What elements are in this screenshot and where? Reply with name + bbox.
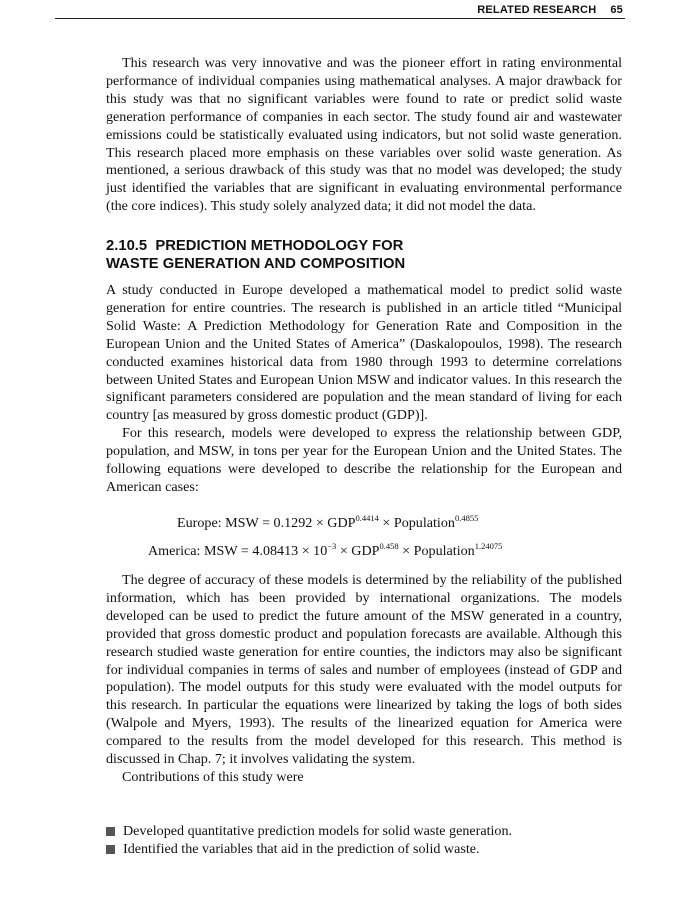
header-rule xyxy=(55,18,625,19)
equation-america-ten-exponent: −3 xyxy=(327,541,337,551)
section-paragraph-1: A study conducted in Europe developed a mathematical model to predict solid waste generation for entire countries. The research is published in an article titled “Municipal Solid Waste: A Prediction Methodology for Generation Rate and Composition in the European Union and the United States of America” (Daskalopoulos, 1998). The research conducted examines historical data from 1980 through 1993 to determine correlations between United States and European Union MSW and indicator values. In this research the significant parameters considered are population and the mean standard of living for each country [as measured by gross domestic product (GDP)]. xyxy=(106,282,622,424)
equation-europe-prefix: Europe: MSW = 0.1292 × GDP xyxy=(177,515,356,531)
equation-europe-gdp-exponent: 0.4414 xyxy=(355,513,379,523)
equation-america-prefix: America: MSW = 4.08413 × 10 xyxy=(148,543,328,559)
equation-america-gdp-exponent: 0.458 xyxy=(379,541,399,551)
list-item xyxy=(106,840,626,858)
running-header xyxy=(477,4,623,16)
section-heading-line1 xyxy=(106,237,405,255)
contributions-list xyxy=(106,822,626,858)
list-item xyxy=(106,822,626,840)
equation-america-population: × Population xyxy=(398,543,475,559)
equation-america-gdp: × GDP xyxy=(336,543,380,559)
square-bullet-icon xyxy=(106,845,115,854)
section-number: 2.10.5 xyxy=(106,238,148,254)
section-paragraph-3: The degree of accuracy of these models is determined by the reliability of the published information, which has been provided by international organizations. The models developed can be used to predict the future amount of the MSW generated in a country, provided that gross domestic product and population forecasts are available. Although this research studied waste generation for entire counties, the indictors may also be significant for individual companies in terms of sales and number of employees (instead of GDP and population). The model outputs for this study were evaluated with the model outputs for this research. In particular the equations were linearized by taking the logs of both sides (Walpole and Myers, 1993). The results of the linearized equation for America were compared to the results from the model developed for this research. This method is discussed in Chap. 7; it involves validating the system. xyxy=(106,572,622,768)
equation-america-pop-exponent: 1.24075 xyxy=(474,541,503,551)
list-item-text: Identified the variables that aid in the prediction of solid waste. xyxy=(123,841,480,857)
square-bullet-icon xyxy=(106,827,115,836)
intro-paragraph: This research was very innovative and was the pioneer effort in rating environmental performance of individual companies using mathematical analyses. A major drawback for this study was that no significant variables were found to rate or predict solid waste generation performance of companies in each sector. The study found air and wastewater emissions could be statistically evaluated using indicators, but not solid waste generation. This research placed more emphasis on these variables over solid waste generation. As mentioned, a serious drawback of this study was that no model was developed; the study just identified the variables that are significant in evaluating environmental performance (the core indices). This study solely analyzed data; it did not model the data. xyxy=(106,55,622,215)
equation-europe-pop-exponent: 0.4855 xyxy=(454,513,479,523)
equation-america xyxy=(148,541,502,560)
section-title-line2: WASTE GENERATION AND COMPOSITION xyxy=(106,256,406,272)
section-paragraph-4: Contributions of this study were xyxy=(122,768,304,785)
section-body-continued xyxy=(106,572,622,787)
section-body xyxy=(106,282,622,497)
running-title: RELATED RESEARCH xyxy=(477,4,597,16)
page-number: 65 xyxy=(610,4,623,16)
section-paragraph-2: For this research, models were developed to express the relationship between GDP, population, and MSW, in tons per year for the European Union and the United States. The following equations were developed to describe the relationship for the European and American cases: xyxy=(106,425,622,495)
intro-section xyxy=(106,55,622,216)
equation-europe-population: × Population xyxy=(378,515,455,531)
section-title-line1: PREDICTION METHODOLOGY FOR xyxy=(155,238,404,254)
equation-europe xyxy=(177,513,478,532)
section-heading xyxy=(106,237,405,273)
list-item-text: Developed quantitative prediction models for solid waste generation. xyxy=(123,823,513,839)
